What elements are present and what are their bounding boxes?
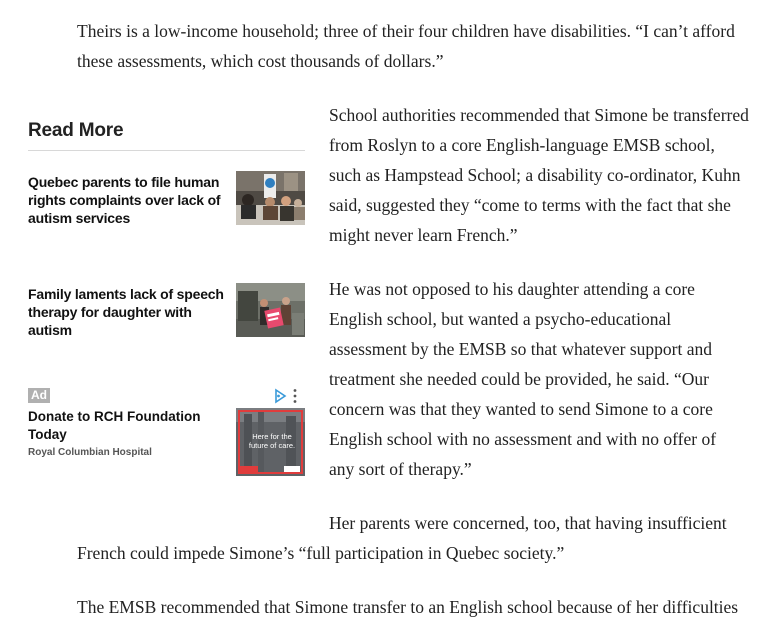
- ad-sponsor[interactable]: Royal Columbian Hospital: [28, 447, 152, 458]
- ad-choices-icon[interactable]: [274, 388, 302, 404]
- ad-image[interactable]: [236, 408, 305, 476]
- ad-badge: Ad: [28, 388, 50, 403]
- article-paragraph: The EMSB recommended that Simone transfer to an English school because of her difficulties: [77, 597, 739, 617]
- read-more-thumbnail[interactable]: [236, 171, 305, 225]
- read-more-sidebar: [28, 120, 305, 458]
- read-more-thumbnail[interactable]: [236, 283, 305, 337]
- article-paragraph: School authorities recommended that Simone be transferred from Roslyn to a core English-language EMSB school, such as Hampstead School; a disability co-ordinator, Kuhn said, suggested they “come to terms with the fact that she might never learn French.”: [329, 105, 749, 245]
- read-more-title: Read More: [28, 120, 305, 151]
- sponsored-ad[interactable]: [28, 388, 305, 478]
- ad-image-tagline: Here for the future of care.: [248, 432, 296, 450]
- read-more-item[interactable]: [28, 173, 305, 229]
- read-more-headline[interactable]: Family laments lack of speech therapy for daughter with autism: [28, 286, 224, 338]
- article-paragraph: Her parents were concerned, too, that having insufficient French could impede Simone’s “full participation in Quebec society.”: [77, 513, 727, 563]
- article-paragraph: Theirs is a low-income household; three of their four children have disabilities. “I can’t afford these assessments, which cost thousands of dollars.”: [77, 21, 735, 71]
- ad-headline[interactable]: Donate to RCH Foundation Today: [28, 409, 201, 442]
- read-more-headline[interactable]: Quebec parents to file human rights complaints over lack of autism services: [28, 174, 221, 226]
- article-paragraph: He was not opposed to his daughter attending a core English school, but wanted a psycho-educational assessment by the EMSB so that whatever support and treatment she needed could be provided, he said. “Our concern was that they wanted to send Simone to a core English school with no assessment and with no offer of any sort of therapy.”: [329, 279, 717, 479]
- read-more-item[interactable]: [28, 285, 305, 341]
